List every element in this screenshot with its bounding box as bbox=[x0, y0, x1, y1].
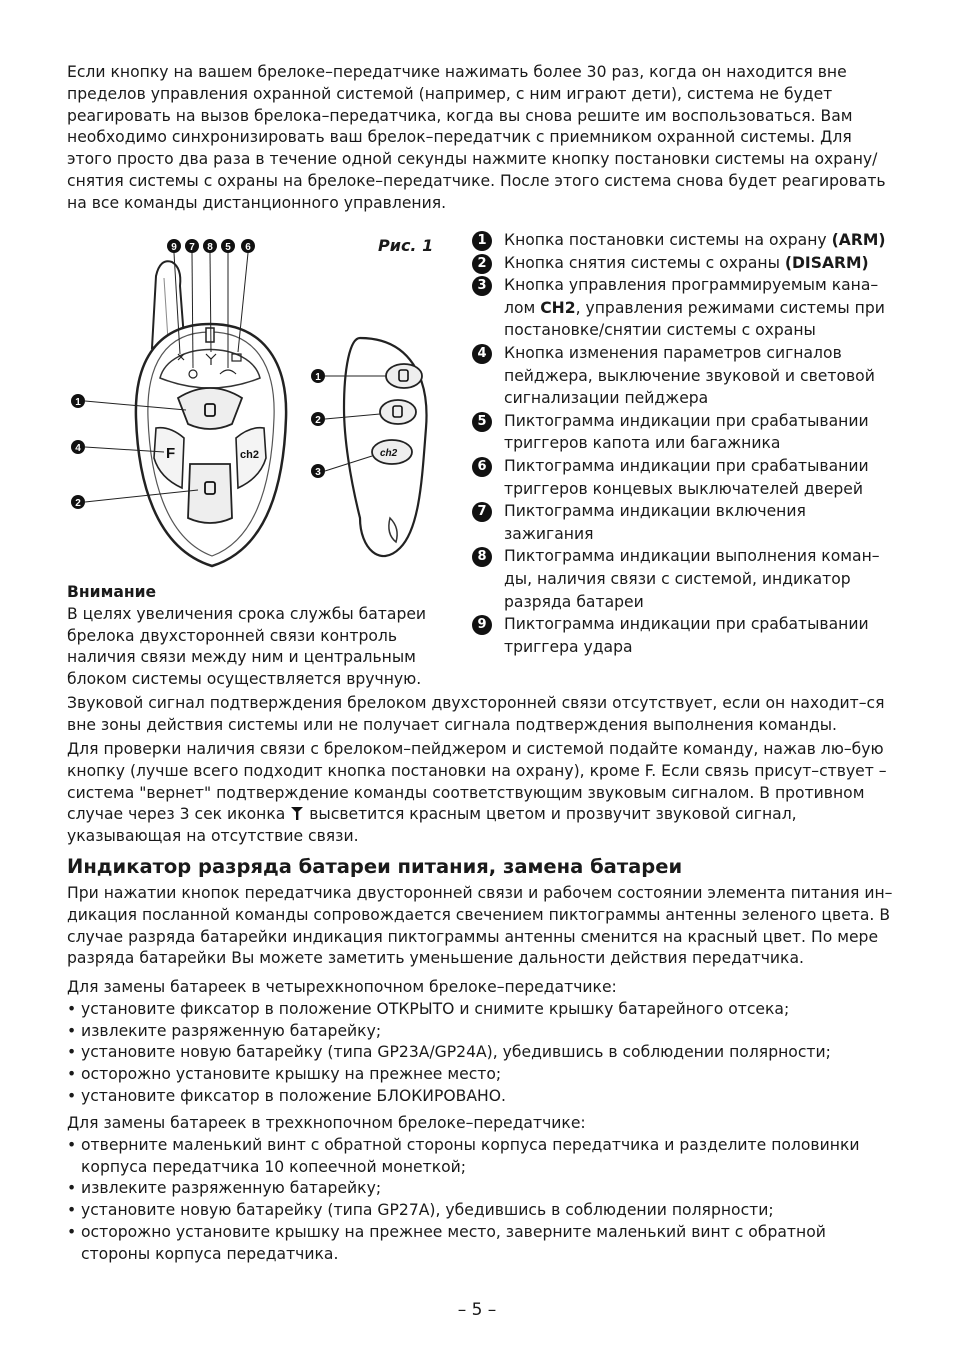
legend-item: 6 Пиктограмма индикации при срабатывании триггеров концевых выключателей дверей bbox=[470, 455, 900, 500]
attention-text: В целях увеличения срока службы батареи брелока двухсторонней связи контроль наличия связи между ним и центральным блоком системы осуществляется вручную. bbox=[67, 604, 427, 689]
legend-item: 9 Пиктограмма индикации при срабатывании триггера удара bbox=[470, 613, 900, 658]
figure-caption: Рис. 1 bbox=[378, 236, 434, 255]
attention-box bbox=[67, 582, 452, 691]
legend-number: 3 bbox=[472, 276, 492, 296]
legend-number: 5 bbox=[472, 412, 492, 432]
svg-text:7: 7 bbox=[189, 242, 195, 253]
antenna-icon bbox=[290, 806, 304, 820]
list-item: • осторожно установите крышку на прежнее место, заверните маленький винт с обратной стороны корпуса передатчика. bbox=[67, 1222, 897, 1266]
list-item: • отверните маленький винт с обратной стороны корпуса передатчика и разделите половинки корпуса передатчика 10 копеечной монеткой; bbox=[67, 1135, 897, 1179]
svg-text:2: 2 bbox=[315, 415, 321, 426]
small-arm-button bbox=[386, 364, 422, 388]
confirmation-paragraph: Звуковой сигнал подтверждения брелоком двухсторонней связи отсутствует, если он находит–ся вне зоны действия системы или не получает сигнала подтверждения выполнения команды. bbox=[67, 694, 885, 734]
list-item: • извлеките разряженную батарейку; bbox=[67, 1178, 897, 1200]
svg-text:2: 2 bbox=[75, 498, 81, 509]
legend-item: 1 Кнопка постановки системы на охрану (ARM) bbox=[470, 229, 900, 252]
svg-text:5: 5 bbox=[225, 242, 231, 253]
key-fob-figure bbox=[60, 228, 455, 578]
legend-item: 8 Пиктограмма индикации выполнения коман–ды, наличия связи с системой, индикатор разряда батареи bbox=[470, 545, 900, 613]
svg-text:8: 8 bbox=[207, 242, 213, 253]
four-button-intro: Для замены батареек в четырехкнопочном брелоке–передатчике: bbox=[67, 978, 617, 996]
svg-text:4: 4 bbox=[75, 443, 81, 454]
four-button-steps bbox=[67, 999, 897, 1108]
page-number: – 5 – bbox=[457, 1300, 497, 1320]
battery-paragraph: При нажатии кнопок передатчика двусторонней связи и рабочем состоянии элемента питания ин–дикация посланной команды сопровождается свечением пиктограммы антенны зеленого цвета. В случае разряда батарейки индикация пиктограммы антенны сменится на красный цвет. По мере разряда батарейки Вы можете заметить уменьшение дальности действия передатчика. bbox=[67, 884, 893, 968]
list-item: • установите фиксатор в положение БЛОКИРОВАНО. bbox=[67, 1086, 897, 1108]
legend-number: 9 bbox=[472, 615, 492, 635]
legend-number: 6 bbox=[472, 457, 492, 477]
list-item: • осторожно установите крышку на прежнее место; bbox=[67, 1064, 897, 1086]
ch2-button-label: ch2 bbox=[240, 449, 259, 461]
svg-text:1: 1 bbox=[75, 397, 81, 408]
svg-text:6: 6 bbox=[245, 242, 251, 253]
legend-number: 1 bbox=[472, 231, 492, 251]
intro-paragraph: Если кнопку на вашем брелоке–передатчике нажимать более 30 раз, когда он находится вне пределов управления охранной системой (например, с ним играют дети), система не будет реагировать на вызов брелока–передатчика, когда вы снова решите им воспользоваться. Вам необходимо синхронизировать ваш брелок–передатчик с приемником охранной системы. Для этого просто два раза в течение одной секунды нажмите кнопку постановки системы на охрану/снятия системы с охраны на брелоке–передатчике. После этого система снова будет реагировать на все команды дистанционного управления. bbox=[67, 63, 886, 212]
three-button-instructions bbox=[67, 1113, 897, 1266]
figure-legend bbox=[470, 229, 900, 658]
legend-item: 4 Кнопка изменения параметров сигналов пейджера, выключение звуковой и световой сигнализации пейджера bbox=[470, 342, 900, 410]
legend-item: 7 Пиктограмма индикации включения зажигания bbox=[470, 500, 900, 545]
section-title: Индикатор разряда батареи питания, замена батареи bbox=[67, 855, 683, 878]
legend-item: 3 Кнопка управления программируемым кана–лом CH2, управления режимами системы при постановке/снятии системы с охраны bbox=[470, 274, 900, 342]
small-disarm-button bbox=[380, 400, 416, 424]
three-button-steps bbox=[67, 1135, 897, 1266]
legend-item: 2 Кнопка снятия системы с охраны (DISARM) bbox=[470, 252, 900, 275]
small-ch2-label: ch2 bbox=[380, 448, 398, 459]
f-button-label: F bbox=[166, 445, 176, 462]
svg-text:9: 9 bbox=[171, 242, 177, 253]
list-item: • установите новую батарейку (типа GP23A/GP24A), убедившись в соблюдении полярности; bbox=[67, 1042, 897, 1064]
four-button-instructions bbox=[67, 977, 897, 1108]
three-button-intro: Для замены батареек в трехкнопочном брелоке–передатчике: bbox=[67, 1114, 586, 1132]
svg-text:1: 1 bbox=[315, 372, 321, 383]
legend-number: 2 bbox=[472, 254, 492, 274]
arm-button bbox=[178, 388, 242, 429]
link-check-paragraph: Для проверки наличия связи с брелоком–пейджером и системой подайте команду, нажав лю–бую кнопку (лучше всего подходит кнопка постановки на охрану), кроме F. Если связь присут–ствует – система "вернет" подтверждение команды соответствующим звуковым сигналом. В противном случае через 3 сек иконка высветится красным цветом и прозвучит звуковой сигнал, указывающая на отсутствие связи. bbox=[67, 740, 887, 846]
legend-number: 4 bbox=[472, 344, 492, 364]
list-item: • установите новую батарейку (типа GP27A), убедившись в соблюдении полярности; bbox=[67, 1200, 897, 1222]
svg-text:3: 3 bbox=[315, 467, 321, 478]
legend-number: 8 bbox=[472, 547, 492, 567]
legend-number: 7 bbox=[472, 502, 492, 522]
list-item: • установите фиксатор в положение ОТКРЫТО и снимите крышку батарейного отсека; bbox=[67, 999, 897, 1021]
attention-title: Внимание bbox=[67, 583, 157, 601]
list-item: • извлеките разряженную батарейку; bbox=[67, 1021, 897, 1043]
legend-item: 5 Пиктограмма индикации при срабатывании триггеров капота или багажника bbox=[470, 410, 900, 455]
